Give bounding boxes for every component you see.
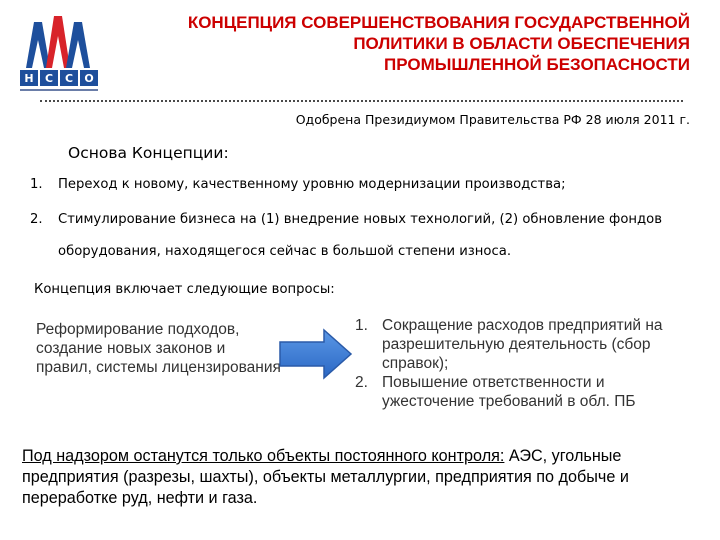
list-item-text: Переход к новому, качественному уровню модернизации производства; bbox=[58, 177, 566, 192]
list-item bbox=[30, 204, 700, 268]
basis-list bbox=[30, 174, 700, 268]
list-item-number: 2. bbox=[355, 374, 368, 391]
logo-letter: О bbox=[80, 70, 98, 86]
title-line: ПОЛИТИКИ В ОБЛАСТИ ОБЕСПЕЧЕНИЯ bbox=[353, 34, 690, 53]
list-item-text: Сокращение расходов предприятий на разрешительную деятельность (сбор справок); bbox=[382, 317, 663, 372]
logo-figures-icon bbox=[24, 14, 96, 68]
reform-text: Реформирование подходов, создание новых законов и правил, системы лицензирования bbox=[36, 321, 281, 376]
list-item bbox=[30, 174, 700, 196]
list-item bbox=[355, 316, 700, 373]
supervision-heading: Под надзором останутся только объекты постоянного контроля: bbox=[22, 447, 505, 465]
logo-letters bbox=[20, 70, 98, 86]
list-item bbox=[355, 373, 700, 411]
includes-label: Концепция включает следующие вопросы: bbox=[34, 282, 335, 297]
approval-note: Одобрена Президиумом Правительства РФ 28 июля 2011 г. bbox=[295, 112, 690, 127]
supervision-text: АЭС, угольные предприятия (разрезы, шахты), объекты металлургии, предприятия по добыче и переработке руд, нефти и газа. bbox=[22, 447, 629, 507]
list-item-number: 1. bbox=[355, 317, 368, 334]
page-title bbox=[90, 12, 690, 75]
list-item-text: Повышение ответственности и ужесточение требований в обл. ПБ bbox=[382, 374, 636, 410]
logo-letter: Н bbox=[20, 70, 38, 86]
basis-heading: Основа Концепции: bbox=[68, 144, 229, 162]
right-arrow-icon bbox=[278, 328, 353, 380]
supervision-note bbox=[22, 446, 702, 509]
outcomes-list bbox=[355, 316, 700, 411]
logo-letter: С bbox=[60, 70, 78, 86]
list-item-text: Стимулирование бизнеса на (1) внедрение новых технологий, (2) обновление фондов оборудования, находящегося сейчас в большой степени износа. bbox=[58, 212, 662, 259]
nsso-logo bbox=[18, 8, 100, 92]
logo-caption-strip bbox=[20, 89, 98, 91]
logo-letter: С bbox=[40, 70, 58, 86]
list-item-number: 2. bbox=[30, 212, 43, 227]
title-line: КОНЦЕПЦИЯ СОВЕРШЕНСТВОВАНИЯ ГОСУДАРСТВЕННОЙ bbox=[187, 13, 690, 32]
title-line: ПРОМЫШЛЕННОЙ БЕЗОПАСНОСТИ bbox=[384, 55, 690, 74]
dotted-divider bbox=[40, 100, 683, 102]
list-item-number: 1. bbox=[30, 177, 43, 192]
